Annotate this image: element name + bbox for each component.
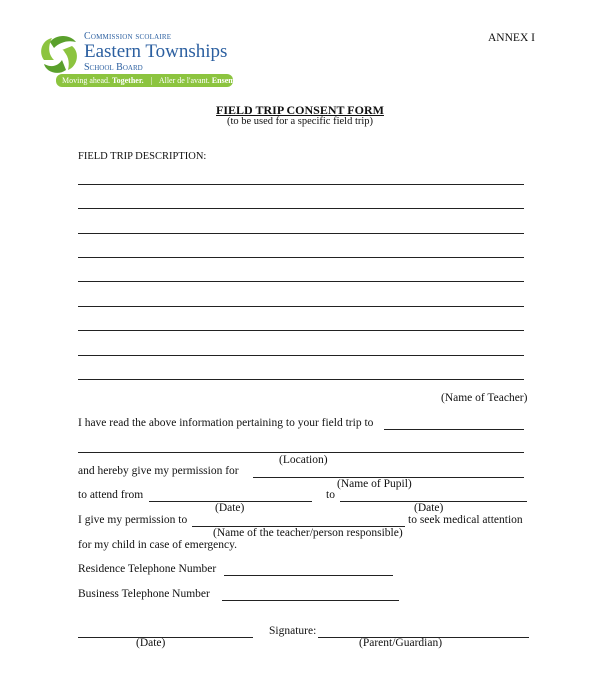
logo-line-eastern-townships: Eastern Townships xyxy=(84,41,228,62)
description-line-2[interactable] xyxy=(78,208,524,209)
read-info-text: I have read the above information pertaining to your field trip to xyxy=(78,417,374,429)
signature-date-field[interactable] xyxy=(78,637,253,638)
to-date-caption: (Date) xyxy=(414,502,444,514)
tagline-en-1: Moving ahead. xyxy=(62,76,110,85)
description-line-8[interactable] xyxy=(78,355,524,356)
permission-text: and hereby give my permission for xyxy=(78,465,239,477)
residence-phone-label: Residence Telephone Number xyxy=(78,563,217,575)
tagline-en-2: Together. xyxy=(112,76,144,85)
residence-phone-field[interactable] xyxy=(224,575,393,576)
to-text: to xyxy=(326,489,335,501)
description-label: FIELD TRIP DESCRIPTION: xyxy=(78,151,207,162)
medical-attention-text: to seek medical attention xyxy=(408,514,523,526)
description-line-6[interactable] xyxy=(78,306,524,307)
tagline-separator: | xyxy=(150,76,153,85)
guardian-caption: (Parent/Guardian) xyxy=(359,637,443,649)
description-line-1[interactable] xyxy=(78,184,524,185)
description-line-7[interactable] xyxy=(78,330,524,331)
logo-line-school-board: School Board xyxy=(84,62,143,73)
responsible-caption: (Name of the teacher/person responsible) xyxy=(213,527,403,539)
description-line-5[interactable] xyxy=(78,281,524,282)
tagline-fr-2: Ensemble. xyxy=(211,76,248,85)
business-phone-label: Business Telephone Number xyxy=(78,588,210,600)
description-line-9[interactable] xyxy=(78,379,524,380)
attend-from-text: to attend from xyxy=(78,489,144,501)
signature-label: Signature: xyxy=(269,625,317,637)
location-caption: (Location) xyxy=(279,454,328,466)
emergency-text: for my child in case of emergency. xyxy=(78,539,238,551)
description-line-3[interactable] xyxy=(78,233,524,234)
description-line-4[interactable] xyxy=(78,257,524,258)
from-date-caption: (Date) xyxy=(215,502,245,514)
field-trip-destination-field[interactable] xyxy=(384,429,524,430)
medical-permission-text: I give my permission to xyxy=(78,514,188,526)
form-title: FIELD TRIP CONSENT FORM xyxy=(216,103,384,117)
form-subtitle: (to be used for a specific field trip) xyxy=(226,116,374,127)
annex-label: ANNEX I xyxy=(488,32,535,44)
logo-tagline xyxy=(56,74,248,87)
teacher-caption: (Name of Teacher) xyxy=(441,392,528,404)
signature-date-caption: (Date) xyxy=(136,637,166,649)
logo-line-commission: Commission scolaire xyxy=(84,31,172,42)
tagline-fr-1: Aller de l'avant. xyxy=(158,76,210,85)
school-board-logo-icon xyxy=(36,30,82,76)
location-field[interactable] xyxy=(78,452,524,453)
pupil-caption: (Name of Pupil) xyxy=(337,478,412,490)
business-phone-field[interactable] xyxy=(222,600,399,601)
